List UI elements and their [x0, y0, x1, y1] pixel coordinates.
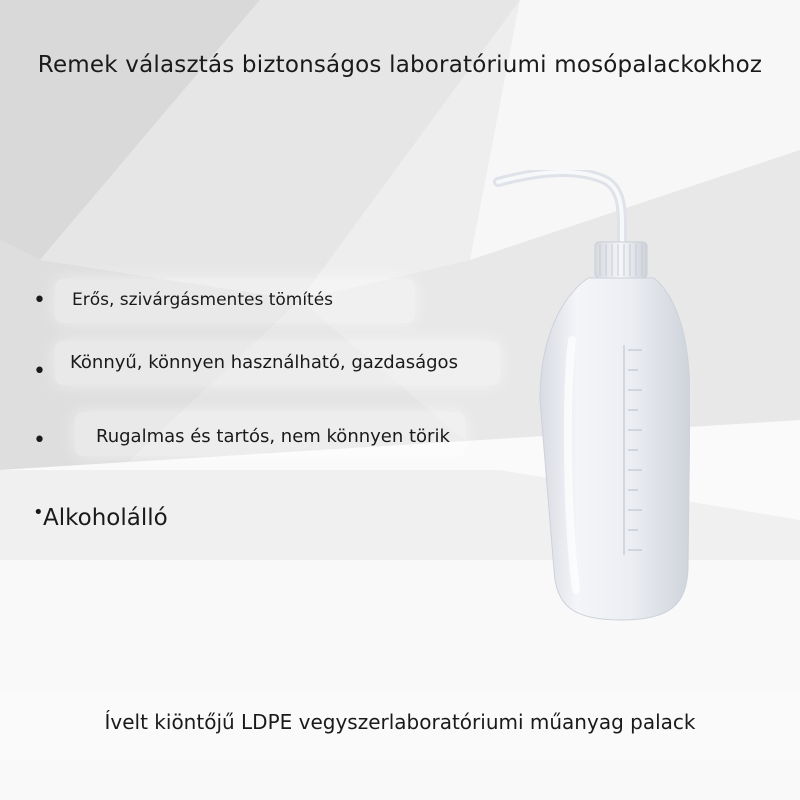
bullet-text-3: Rugalmas és tartós, nem könnyen törik: [96, 426, 450, 447]
wash-bottle-image: [480, 170, 690, 630]
bullet-text-2: Könnyű, könnyen használható, gazdaságos: [70, 352, 458, 373]
headline: Remek választás biztonságos laboratóriumi mosópalackokhoz: [37, 52, 763, 78]
bullet-marker-3: •: [33, 428, 46, 453]
footer-caption: Ívelt kiöntőjű LDPE vegyszerlaboratóriumi műanyag palack: [104, 710, 696, 734]
bullet-marker-4: •: [33, 502, 44, 523]
bullet-marker-2: •: [33, 359, 46, 384]
bullet-marker-1: •: [33, 288, 46, 313]
bullet-text-4: Alkoholálló: [43, 505, 168, 531]
bullet-text-1: Erős, szivárgásmentes tömítés: [72, 290, 334, 310]
